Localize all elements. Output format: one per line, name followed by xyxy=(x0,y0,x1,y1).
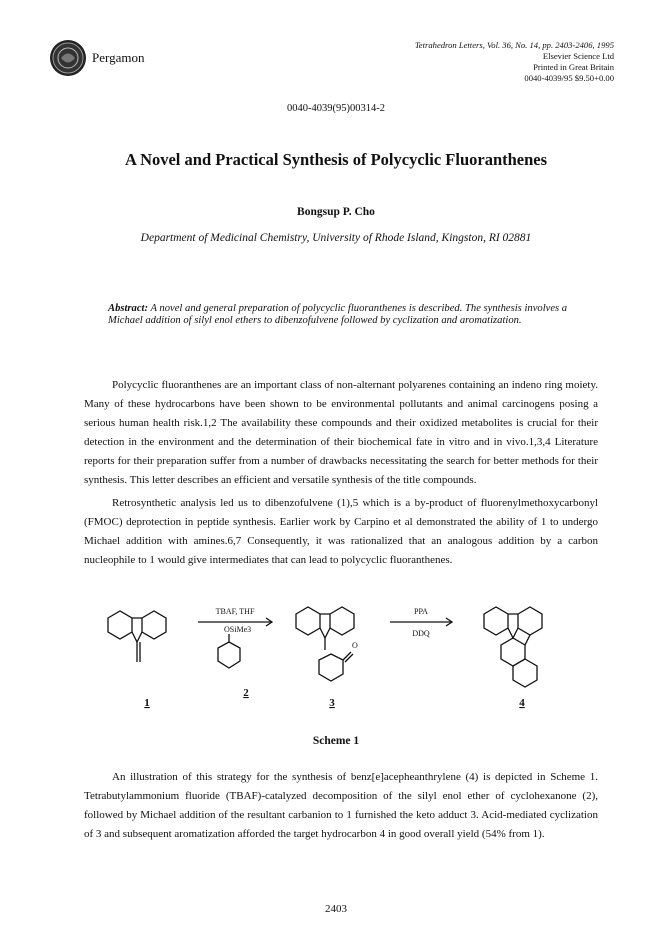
author-affiliation: Department of Medicinal Chemistry, University of Rhode Island, Kingston, RI 02881 xyxy=(140,232,532,244)
reagent-1-top: TBAF, THF xyxy=(215,607,255,616)
scheme-1-diagram xyxy=(100,596,580,726)
compound-3-structure xyxy=(296,607,354,681)
page-number: 2403 xyxy=(325,903,347,915)
journal-line-1: Tetrahedron Letters, Vol. 36, No. 14, pp. 2403-2406, 1995 xyxy=(414,40,614,50)
reagent-2-bottom: DDQ xyxy=(412,629,430,638)
scheme-label: Scheme 1 xyxy=(312,735,360,747)
compound-label-3: 3 xyxy=(329,697,335,709)
journal-citation xyxy=(415,40,614,84)
article-title: A Novel and Practical Synthesis of Polycyclic Fluoranthenes xyxy=(124,150,548,169)
pergamon-emblem-icon xyxy=(51,41,85,75)
ketone-oxygen-label: O xyxy=(352,641,358,650)
body-paragraph-1: Polycyclic fluoranthenes are an important class of non-alternant polyarenes containing an indeno ring moiety. Many of these hydrocarbons have been shown to be environmental pollutants and animal carcinogens posing a serious human health risk.1,2 The availability these compounds and their oxidized metabolites is crucial for their detection in the environment and the determination of their biochemical fate in vitro and in vivo.1,3,4 Literature reports for their preparation suffer from a number of drawbacks necessitating the search for better methods for their synthesis. This letter describes an efficient and versatile synthesis of the title compounds. xyxy=(84,379,598,486)
abstract-label: Abstract: xyxy=(108,303,149,314)
abstract-text: A novel and general preparation of polycyclic fluoranthenes is described. The synthesis involves a Michael addition of silyl enol ethers to dibenzofulvene followed by cyclization and aromatization. xyxy=(108,303,568,326)
compound-1-structure xyxy=(108,611,166,662)
compound-label-4: 4 xyxy=(519,697,525,709)
pii-code: 0040-4039(95)00314-2 xyxy=(287,103,385,114)
reagent-1-sub: OSiMe3 xyxy=(224,625,252,634)
journal-line-2: Elsevier Science Ltd xyxy=(542,51,614,61)
compound-label-2: 2 xyxy=(243,687,249,699)
body-paragraph-2: Retrosynthetic analysis led us to dibenzofulvene (1),5 which is a by-product of fluorenylmethoxycarbonyl (FMOC) deprotection in peptide synthesis. Earlier work by Carpino et al demonstrated the ability of 1 to undergo Michael addition with amines.6,7 Consequently, it was rationalized that an analogous addition by a carbon nucleophile to 1 would give intermediates that can lead to polycyclic fluoranthenes. xyxy=(84,497,598,566)
abstract xyxy=(108,303,593,327)
publisher-name: Pergamon xyxy=(92,50,145,65)
journal-line-4: 0040-4039/95 $9.50+0.00 xyxy=(524,73,614,83)
journal-line-3: Printed in Great Britain xyxy=(533,62,614,72)
body-paragraph-3: An illustration of this strategy for the synthesis of benz[e]acepheanthrylene (4) is depicted in Scheme 1. Tetrabutylammonium fluoride (TBAF)-catalyzed decomposition of the silyl enol ether of cyclohexanone (2), followed by Michael addition of the resultant carbanion to 1 furnished the keto adduct 3. Acid-mediated cyclization of 3 and subsequent aromatization afforded the target hydrocarbon 4 in good overall yield (54% from 1). xyxy=(84,771,598,840)
pergamon-logo xyxy=(50,40,86,76)
compound-label-1: 1 xyxy=(144,697,150,709)
compound-2-structure xyxy=(218,634,240,668)
author-name: Bongsup P. Cho xyxy=(297,206,375,218)
compound-4-structure xyxy=(484,607,542,687)
reagent-2-top: PPA xyxy=(414,607,428,616)
